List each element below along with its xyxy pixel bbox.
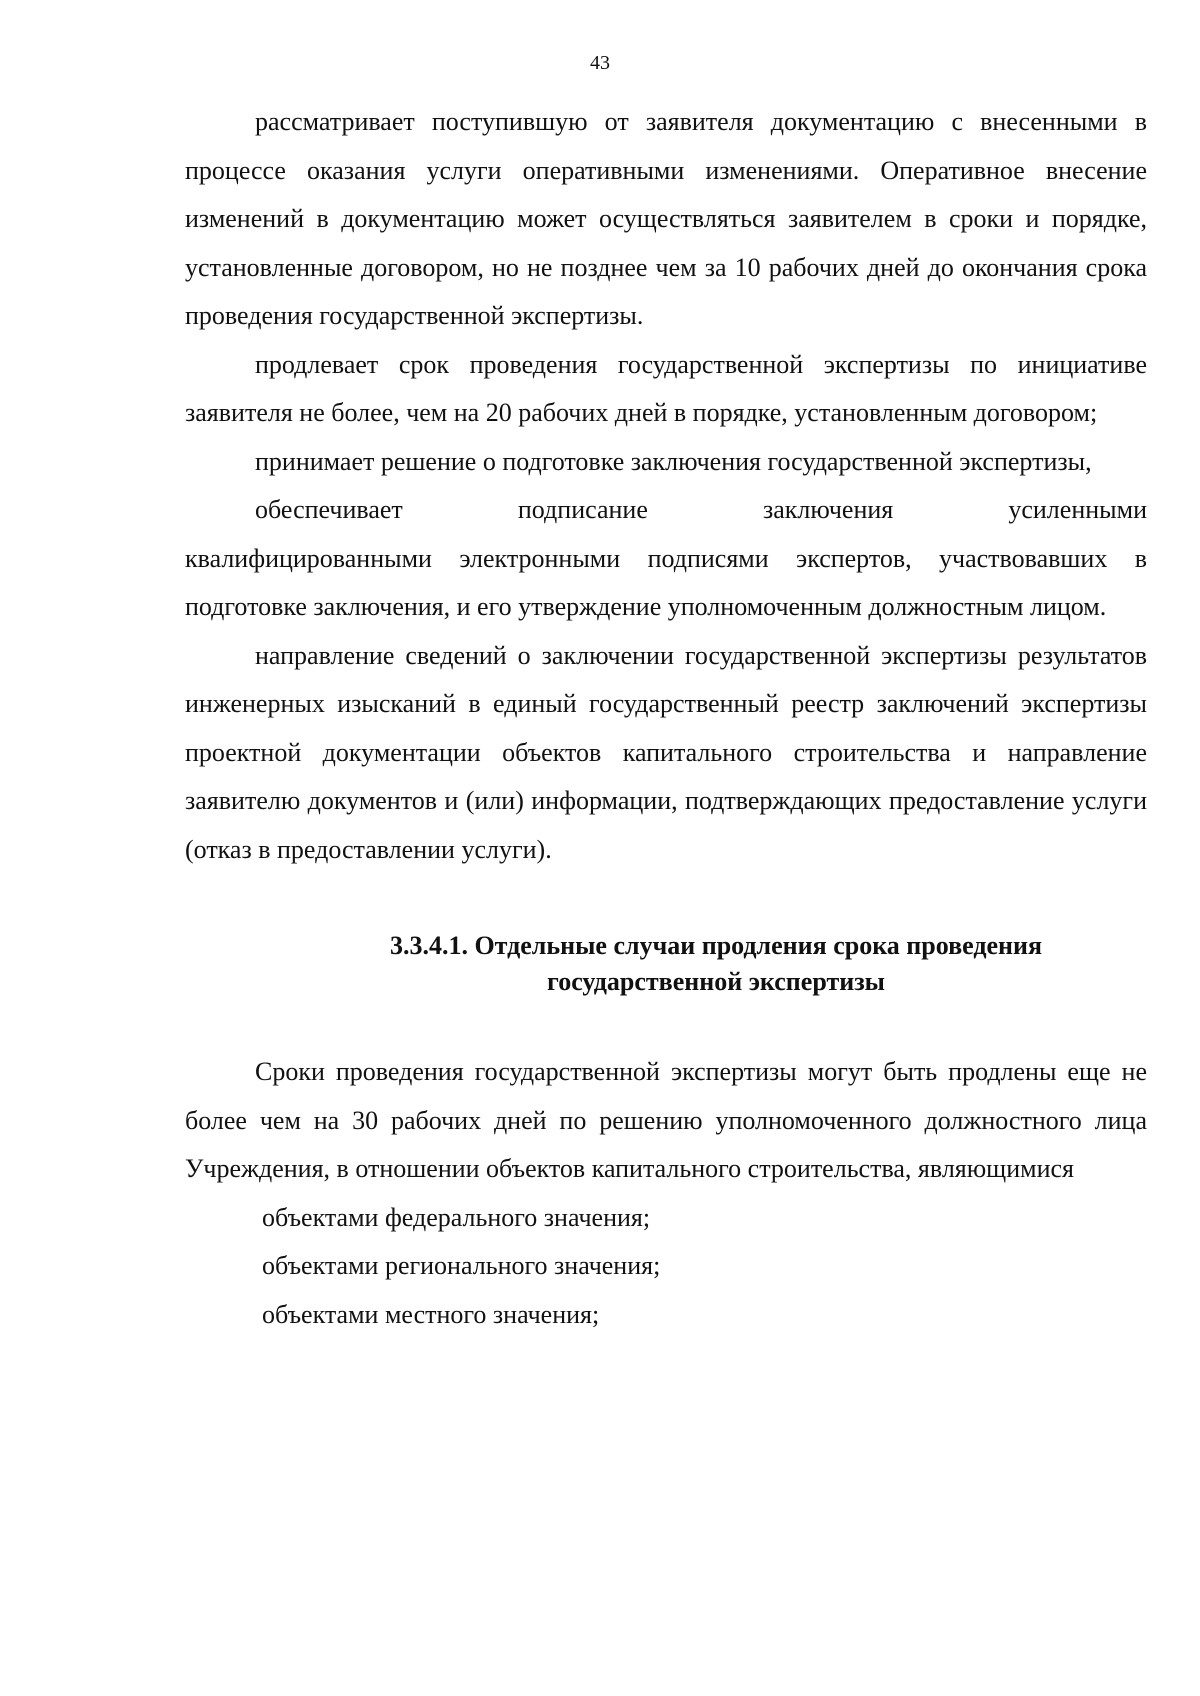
object-list [185,1194,1147,1340]
paragraph-signing-first-line [185,486,1147,535]
section-heading-line: государственной экспертизы [547,967,885,996]
paragraph-extend-term: продлевает срок проведения государственной экспертизы по инициативе заявителя не более, чем на 20 рабочих дней в порядке, установленным договором; [185,349,1147,427]
page-number: 43 [590,52,610,74]
paragraph-registry: направление сведений о заключении государственной экспертизы результатов инженерных изысканий в единый государственный реестр заключений экспертизы проектной документации объектов капитального строительства и направление заявителю документов и (или) информации, подтверждающих предоставление услуги (отказ в предоставлении услуги). [185,640,1147,864]
paragraph-review-documentation: рассматривает поступившую от заявителя документацию с внесенными в процессе оказания услуги оперативными изменениями. Оперативное внесение изменений в документацию может осуществляться заявителем в сроки и порядке, установленные договором, но не позднее чем за 10 рабочих дней до окончания срока проведения государственной экспертизы. [185,107,1147,330]
list-item: объектами местного значения; [262,1299,600,1329]
section-heading [185,928,1147,1000]
section-body: Сроки проведения государственной экспертизы могут быть продлены еще не более чем на 30 рабочих дней по решению уполномоченного должностного лица Учреждения, в отношении объектов капитального строительства, являющимися [185,1057,1147,1183]
document-body [185,98,1147,1339]
word: обеспечивает [255,495,403,524]
paragraph-signing [185,486,1147,632]
section-heading-line: 3.3.4.1. Отдельные случаи продления срока проведения [389,931,1043,960]
paragraph-decision: принимает решение о подготовке заключения государственной экспертизы, [255,446,1092,476]
list-item: объектами федерального значения; [262,1202,651,1232]
word: усиленными [1008,495,1147,524]
list-item: объектами регионального значения; [262,1251,661,1280]
paragraph-signing-rest: квалифицированными электронными подписями экспертов, участвовавших в подготовке заключения, и его утверждение уполномоченным должностным лицом. [185,543,1147,621]
word: подписание [517,495,648,524]
word: заключения [762,495,894,524]
